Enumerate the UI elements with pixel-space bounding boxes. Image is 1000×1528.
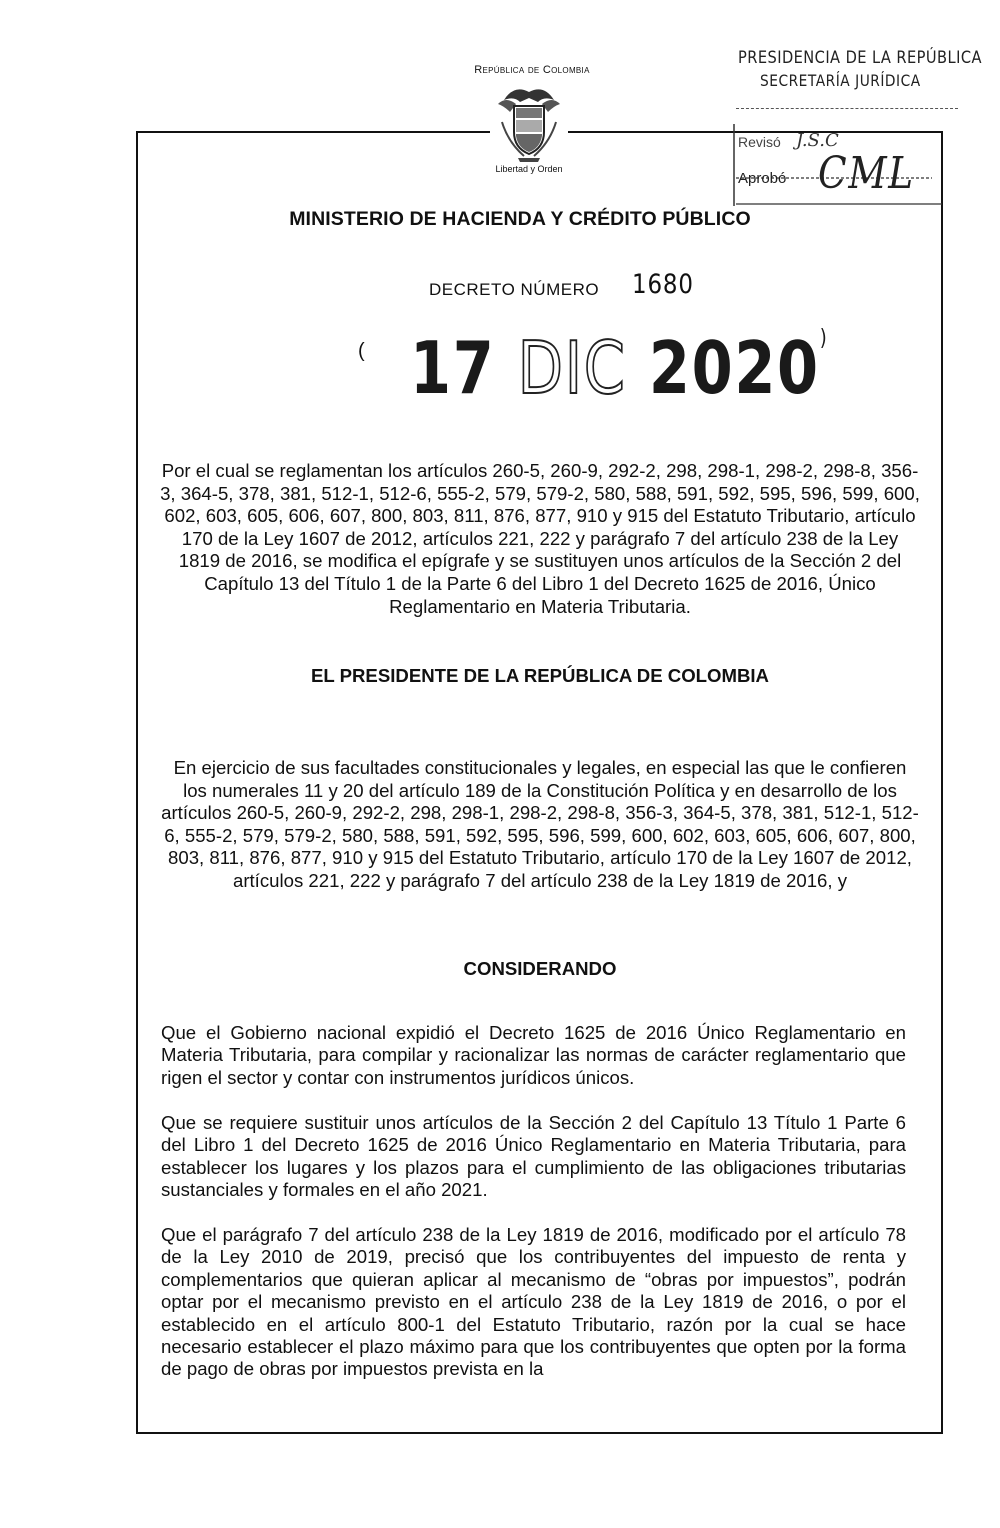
date-open-paren: ( (358, 340, 365, 362)
stamp-reviewed-label: Revisó (738, 134, 781, 150)
page-border-top-left (136, 131, 490, 133)
stamp-divider (736, 108, 958, 109)
legal-powers: En ejercicio de sus facultades constitucionales y legales, en especial las que le confieren los numerales 11 y 20 del artículo 189 de la Constitución Política y en desarrollo de los artículos 260-5, 260-9, 292-2, 298, 298-1, 298-2, 298-8, 356-3, 364-5, 378, 381, 512-1, 512-6, 555-2, 579, 579-2, 580, 588, 591, 592, 595, 596, 599, 600, 602, 603, 605, 606, 607, 800, 803, 811, 876, 877, 910 y 915 del Estatuto Tributario, artículo 170 de la Ley 1607 de 2012, artículos 221, 222 y parágrafo 7 del artículo 238 de la Ley 1819 de 2016, y (161, 757, 919, 891)
ministry-title: MINISTERIO DE HACIENDA Y CRÉDITO PÚBLICO (289, 208, 751, 230)
date-year: 2020 (648, 326, 820, 410)
decree-number: 1680 (632, 269, 694, 300)
decree-subject: Por el cual se reglamentan los artículos 260-5, 260-9, 292-2, 298, 298-1, 298-2, 298-8, 356-3, 364-5, 378, 381, 512-1, 512-6, 555-2, 579, 579-2, 580, 588, 591, 592, 595, 596, 599, 600, 602, 603, 605, 606, 607, 800, 803, 811, 876, 877, 910 y 915 del Estatuto Tributario, artículo 170 de la Ley 1607 de 2012, artículos 221, 222 y parágrafo 7 del artículo 238 de la Ley 1819 de 2016, se modifica el epígrafe y se sustituyen unos artículos de la Sección 2 del Capítulo 13 del Título 1 de la Parte 6 del Libro 1 del Decreto 1625 de 2016, Único Reglamentario en Materia Tributaria. (160, 460, 920, 617)
republic-header: República de Colombia (474, 64, 590, 76)
stamp-reviewed-initials: J.S.C (796, 130, 839, 151)
decree-date-stamp (410, 326, 828, 410)
date-close-paren: ) (819, 326, 829, 351)
stamp-approved-initials: CML (818, 148, 915, 199)
coat-of-arms-icon (494, 82, 564, 164)
stamp-presidency: PRESIDENCIA DE LA REPÚBLICA (738, 48, 982, 68)
stamp-legal-secretariat: SECRETARÍA JURÍDICA (760, 71, 921, 90)
recital-paragraph-2: Que se requiere sustituir unos artículos de la Sección 2 del Capítulo 13 Título 1 Parte 6 del Libro 1 del Decreto 1625 de 2016 Único Reglamentario en Materia Tributaria, para establecer los lugares y los plazos para el cumplimiento de las obligaciones tributarias sustanciales y formales en el año 2021. (161, 1112, 906, 1201)
stamp-approved-label: Aprobó (738, 170, 787, 187)
decree-label: DECRETO NÚMERO (429, 280, 600, 299)
date-month: DIC (517, 326, 627, 410)
recital-paragraph-3: Que el parágrafo 7 del artículo 238 de la Ley 1819 de 2016, modificado por el artículo 78 de la Ley 2010 de 2019, precisó que los contribuyentes del impuesto de renta y complementarios que quieran aplicar al mecanismo de “obras por impuestos”, podrán optar por el mecanismo previsto en el artículo 238 de la Ley 1819 de 2016, o por el establecido en el artículo 800-1 del Estatuto Tributario, razón por la cual se hace necesario establecer el plazo máximo para que los contribuyentes que opten por la forma de pago de obras por impuestos prevista en la (161, 1224, 906, 1380)
review-stamp (732, 44, 982, 204)
considerando-heading: CONSIDERANDO (463, 958, 617, 979)
recital-paragraph-1: Que el Gobierno nacional expidió el Decreto 1625 de 2016 Único Reglamentario en Materia Tributaria, para compilar y racionalizar las normas de carácter reglamentario que rigen el sector y contar con instrumentos jurídicos únicos. (161, 1022, 906, 1088)
date-day: 17 (410, 326, 496, 410)
president-heading: EL PRESIDENTE DE LA REPÚBLICA DE COLOMBIA (311, 665, 769, 686)
national-motto: Libertad y Orden (495, 164, 563, 174)
